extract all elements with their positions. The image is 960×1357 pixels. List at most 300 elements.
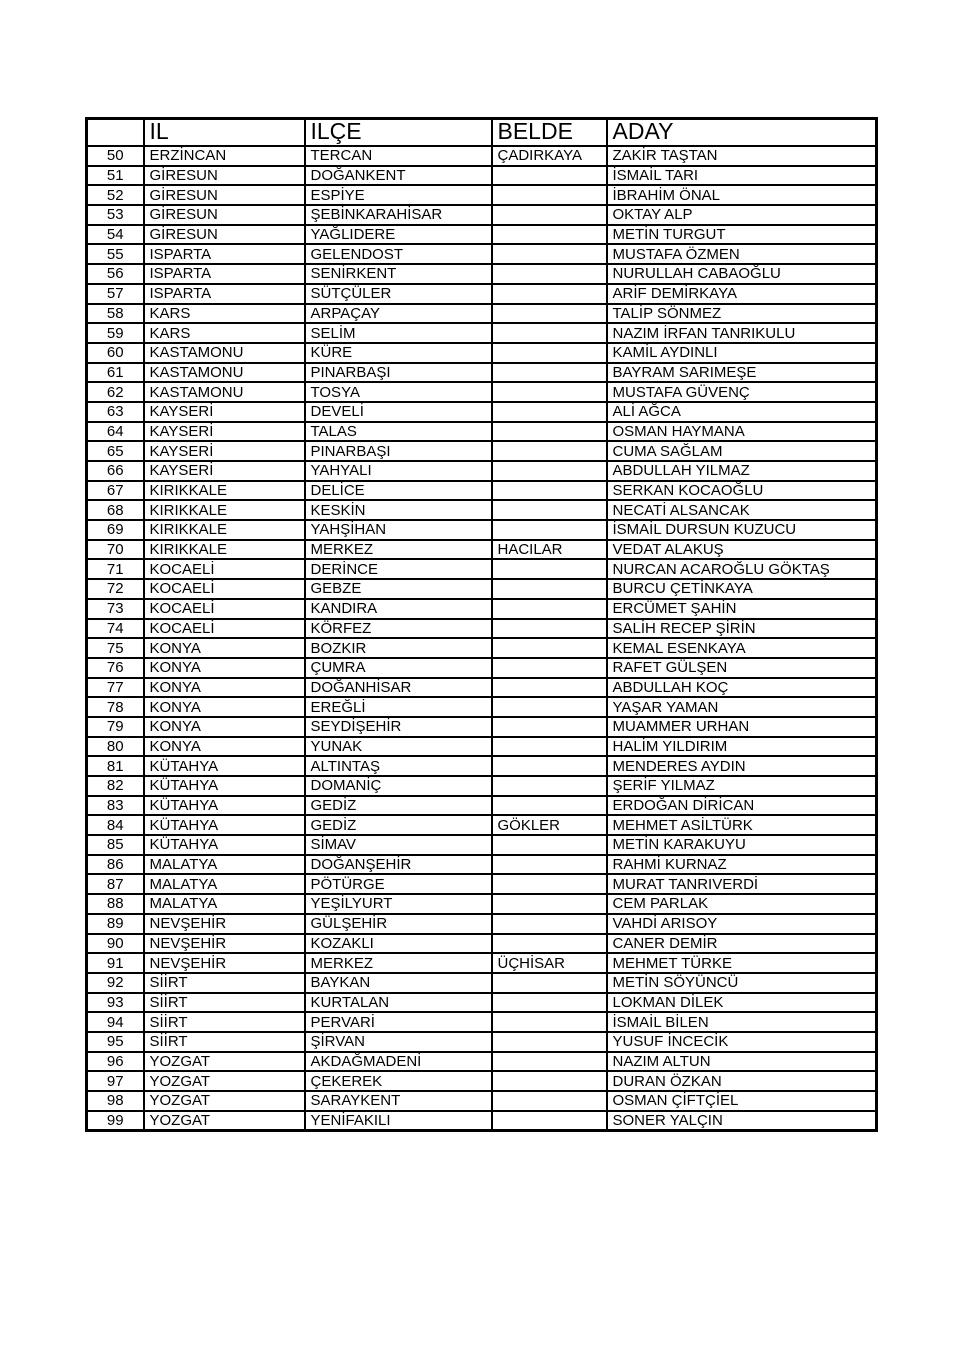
row-number-cell: 57 [87,284,144,304]
table-row [87,599,877,619]
belde-cell [492,756,607,776]
il-cell: KÜTAHYA [144,815,305,835]
il-cell: NEVŞEHİR [144,934,305,954]
row-number-cell: 51 [87,166,144,186]
ilce-cell: YAĞLIDERE [305,225,492,245]
row-number-cell: 81 [87,756,144,776]
belde-cell [492,363,607,383]
aday-cell: NURULLAH CABAOĞLU [607,264,877,284]
ilce-cell: SEYDİŞEHİR [305,717,492,737]
il-cell: MALATYA [144,855,305,875]
table-row [87,678,877,698]
row-number-cell: 94 [87,1012,144,1032]
table-header-row [87,119,877,147]
table-row [87,1032,877,1052]
header-belde: BELDE [492,119,607,147]
il-cell: KOCAELİ [144,619,305,639]
aday-cell: SERKAN KOCAOĞLU [607,481,877,501]
belde-cell [492,934,607,954]
il-cell: ISPARTA [144,244,305,264]
row-number-cell: 80 [87,737,144,757]
header-ilce: ILÇE [305,119,492,147]
table-row [87,1111,877,1131]
row-number-cell: 70 [87,540,144,560]
belde-cell [492,264,607,284]
il-cell: ISPARTA [144,264,305,284]
belde-cell [492,835,607,855]
belde-cell [492,894,607,914]
row-number-cell: 53 [87,205,144,225]
table-row [87,717,877,737]
il-cell: KAYSERİ [144,422,305,442]
table-row [87,559,877,579]
belde-cell [492,304,607,324]
header-aday: ADAY [607,119,877,147]
belde-cell: GÖKLER [492,815,607,835]
ilce-cell: GEDİZ [305,796,492,816]
ilce-cell: DOĞANŞEHİR [305,855,492,875]
belde-cell [492,678,607,698]
aday-cell: BURCU ÇETİNKAYA [607,579,877,599]
belde-cell [492,559,607,579]
ilce-cell: DOMANİÇ [305,776,492,796]
row-number-cell: 97 [87,1071,144,1091]
belde-cell [492,422,607,442]
table-row [87,579,877,599]
ilce-cell: DERİNCE [305,559,492,579]
il-cell: KASTAMONU [144,343,305,363]
row-number-cell: 90 [87,934,144,954]
ilce-cell: EREĞLİ [305,697,492,717]
il-cell: KONYA [144,717,305,737]
row-number-cell: 89 [87,914,144,934]
il-cell: GİRESUN [144,225,305,245]
aday-cell: ŞERİF YILMAZ [607,776,877,796]
il-cell: KARS [144,304,305,324]
il-cell: GİRESUN [144,166,305,186]
il-cell: KOCAELİ [144,579,305,599]
table-row [87,638,877,658]
aday-cell: İSMAİL BİLEN [607,1012,877,1032]
belde-cell [492,776,607,796]
aday-cell: BAYRAM SARIMEŞE [607,363,877,383]
table-row [87,815,877,835]
table-row [87,481,877,501]
aday-cell: ZAKİR TAŞTAN [607,146,877,166]
il-cell: YOZGAT [144,1111,305,1131]
row-number-cell: 98 [87,1091,144,1111]
table-row [87,244,877,264]
ilce-cell: ÇEKEREK [305,1071,492,1091]
table-body [87,146,877,1130]
aday-cell: MENDERES AYDIN [607,756,877,776]
table-row [87,461,877,481]
aday-cell: DURAN ÖZKAN [607,1071,877,1091]
belde-cell [492,205,607,225]
ilce-cell: DEVELİ [305,402,492,422]
il-cell: KONYA [144,737,305,757]
table-row [87,225,877,245]
belde-cell [492,717,607,737]
belde-cell [492,1111,607,1131]
belde-cell [492,166,607,186]
belde-cell: HACILAR [492,540,607,560]
row-number-cell: 71 [87,559,144,579]
row-number-cell: 63 [87,402,144,422]
il-cell: SİİRT [144,973,305,993]
table-row [87,914,877,934]
ilce-cell: YAHYALI [305,461,492,481]
belde-cell [492,914,607,934]
belde-cell: ÜÇHİSAR [492,953,607,973]
table-row [87,520,877,540]
il-cell: KIRIKKALE [144,481,305,501]
aday-cell: NAZIM İRFAN TANRIKULU [607,323,877,343]
table-row [87,1071,877,1091]
table-row [87,934,877,954]
il-cell: KASTAMONU [144,382,305,402]
table-row [87,205,877,225]
il-cell: SİİRT [144,1032,305,1052]
belde-cell [492,461,607,481]
aday-cell: MURAT TANRIVERDİ [607,874,877,894]
ilce-cell: KOZAKLI [305,934,492,954]
aday-cell: ABDULLAH KOÇ [607,678,877,698]
ilce-cell: SİMAV [305,835,492,855]
table-row [87,835,877,855]
il-cell: KÜTAHYA [144,796,305,816]
ilce-cell: MERKEZ [305,953,492,973]
row-number-cell: 67 [87,481,144,501]
table-row [87,540,877,560]
ilce-cell: SENİRKENT [305,264,492,284]
table-row [87,658,877,678]
belde-cell [492,323,607,343]
aday-cell: CUMA SAĞLAM [607,441,877,461]
il-cell: KAYSERİ [144,461,305,481]
row-number-cell: 87 [87,874,144,894]
ilce-cell: TOSYA [305,382,492,402]
ilce-cell: GÜLŞEHİR [305,914,492,934]
table-row [87,697,877,717]
il-cell: SİİRT [144,1012,305,1032]
belde-cell [492,638,607,658]
belde-cell [492,481,607,501]
ilce-cell: SARAYKENT [305,1091,492,1111]
belde-cell [492,855,607,875]
row-number-cell: 61 [87,363,144,383]
il-cell: KÜTAHYA [144,756,305,776]
il-cell: MALATYA [144,894,305,914]
row-number-cell: 92 [87,973,144,993]
il-cell: KIRIKKALE [144,540,305,560]
belde-cell [492,1052,607,1072]
belde-cell [492,1091,607,1111]
table-row [87,776,877,796]
table-row [87,756,877,776]
candidate-table [85,117,878,1132]
ilce-cell: SELİM [305,323,492,343]
row-number-cell: 84 [87,815,144,835]
row-number-cell: 79 [87,717,144,737]
ilce-cell: YUNAK [305,737,492,757]
belde-cell [492,343,607,363]
row-number-cell: 77 [87,678,144,698]
row-number-cell: 58 [87,304,144,324]
ilce-cell: DELİCE [305,481,492,501]
aday-cell: SALİH RECEP ŞİRİN [607,619,877,639]
ilce-cell: SÜTÇÜLER [305,284,492,304]
il-cell: GİRESUN [144,205,305,225]
il-cell: NEVŞEHİR [144,953,305,973]
row-number-cell: 72 [87,579,144,599]
aday-cell: TALİP SÖNMEZ [607,304,877,324]
ilce-cell: YAHŞİHAN [305,520,492,540]
row-number-cell: 96 [87,1052,144,1072]
row-number-cell: 93 [87,993,144,1013]
header-row-number [87,119,144,147]
aday-cell: MEHMET TÜRKE [607,953,877,973]
table-row [87,343,877,363]
row-number-cell: 95 [87,1032,144,1052]
ilce-cell: KÖRFEZ [305,619,492,639]
aday-cell: MUSTAFA GÜVENÇ [607,382,877,402]
ilce-cell: DOĞANHİSAR [305,678,492,698]
aday-cell: YAŞAR YAMAN [607,697,877,717]
aday-cell: CEM PARLAK [607,894,877,914]
table-row [87,619,877,639]
aday-cell: RAHMİ KURNAZ [607,855,877,875]
aday-cell: OSMAN HAYMANA [607,422,877,442]
ilce-cell: KÜRE [305,343,492,363]
il-cell: YOZGAT [144,1052,305,1072]
row-number-cell: 69 [87,520,144,540]
belde-cell: ÇADIRKAYA [492,146,607,166]
aday-cell: YUSUF İNCECİK [607,1032,877,1052]
ilce-cell: AKDAĞMADENİ [305,1052,492,1072]
ilce-cell: ARPAÇAY [305,304,492,324]
row-number-cell: 60 [87,343,144,363]
ilce-cell: PÖTÜRGE [305,874,492,894]
belde-cell [492,599,607,619]
il-cell: NEVŞEHİR [144,914,305,934]
table-row [87,382,877,402]
ilce-cell: ALTINTAŞ [305,756,492,776]
header-il: IL [144,119,305,147]
il-cell: KONYA [144,678,305,698]
ilce-cell: MERKEZ [305,540,492,560]
row-number-cell: 62 [87,382,144,402]
aday-cell: ERCÜMET ŞAHİN [607,599,877,619]
table-row [87,1052,877,1072]
row-number-cell: 91 [87,953,144,973]
belde-cell [492,520,607,540]
aday-cell: MUAMMER URHAN [607,717,877,737]
table-row [87,146,877,166]
ilce-cell: TALAS [305,422,492,442]
il-cell: KONYA [144,658,305,678]
table-row [87,993,877,1013]
aday-cell: LOKMAN DİLEK [607,993,877,1013]
ilce-cell: ŞİRVAN [305,1032,492,1052]
row-number-cell: 66 [87,461,144,481]
aday-cell: OKTAY ALP [607,205,877,225]
aday-cell: METİN SÖYÜNCÜ [607,973,877,993]
aday-cell: İSMAİL TARI [607,166,877,186]
ilce-cell: ESPİYE [305,185,492,205]
il-cell: YOZGAT [144,1071,305,1091]
ilce-cell: YENİFAKILI [305,1111,492,1131]
table-row [87,185,877,205]
aday-cell: ERDOĞAN DİRİCAN [607,796,877,816]
ilce-cell: DOĞANKENT [305,166,492,186]
table-row [87,894,877,914]
aday-cell: OSMAN ÇİFTÇİEL [607,1091,877,1111]
ilce-cell: YEŞİLYURT [305,894,492,914]
table-row [87,441,877,461]
aday-cell: İSMAİL DURSUN KUZUCU [607,520,877,540]
aday-cell: MEHMET ASİLTÜRK [607,815,877,835]
row-number-cell: 65 [87,441,144,461]
ilce-cell: BOZKIR [305,638,492,658]
ilce-cell: PINARBAŞI [305,441,492,461]
row-number-cell: 82 [87,776,144,796]
belde-cell [492,579,607,599]
belde-cell [492,1032,607,1052]
ilce-cell: KESKİN [305,500,492,520]
il-cell: ERZİNCAN [144,146,305,166]
belde-cell [492,619,607,639]
aday-cell: ABDULLAH YILMAZ [607,461,877,481]
belde-cell [492,697,607,717]
table-row [87,953,877,973]
ilce-cell: KANDIRA [305,599,492,619]
table-row [87,737,877,757]
belde-cell [492,796,607,816]
aday-cell: HALİM YILDIRIM [607,737,877,757]
table-row [87,1091,877,1111]
table-row [87,796,877,816]
aday-cell: VAHDİ ARISOY [607,914,877,934]
il-cell: KÜTAHYA [144,776,305,796]
aday-cell: ARİF DEMİRKAYA [607,284,877,304]
belde-cell [492,737,607,757]
il-cell: KONYA [144,697,305,717]
row-number-cell: 78 [87,697,144,717]
il-cell: KOCAELİ [144,559,305,579]
table-row [87,973,877,993]
il-cell: KIRIKKALE [144,500,305,520]
aday-cell: SONER YALÇIN [607,1111,877,1131]
aday-cell: METİN KARAKUYU [607,835,877,855]
row-number-cell: 76 [87,658,144,678]
aday-cell: İBRAHİM ÖNAL [607,185,877,205]
belde-cell [492,244,607,264]
table-row [87,422,877,442]
aday-cell: RAFET GÜLŞEN [607,658,877,678]
belde-cell [492,973,607,993]
il-cell: KAYSERİ [144,402,305,422]
belde-cell [492,382,607,402]
table-row [87,323,877,343]
il-cell: SİİRT [144,993,305,1013]
row-number-cell: 73 [87,599,144,619]
belde-cell [492,1012,607,1032]
ilce-cell: PINARBAŞI [305,363,492,383]
aday-cell: KEMAL ESENKAYA [607,638,877,658]
row-number-cell: 64 [87,422,144,442]
il-cell: KÜTAHYA [144,835,305,855]
aday-cell: KAMİL AYDINLI [607,343,877,363]
row-number-cell: 86 [87,855,144,875]
row-number-cell: 85 [87,835,144,855]
il-cell: MALATYA [144,874,305,894]
aday-cell: NECATİ ALSANCAK [607,500,877,520]
belde-cell [492,993,607,1013]
belde-cell [492,658,607,678]
row-number-cell: 52 [87,185,144,205]
ilce-cell: ŞEBİNKARAHİSAR [305,205,492,225]
belde-cell [492,1071,607,1091]
table-row [87,363,877,383]
row-number-cell: 54 [87,225,144,245]
ilce-cell: ÇUMRA [305,658,492,678]
ilce-cell: TERCAN [305,146,492,166]
row-number-cell: 74 [87,619,144,639]
il-cell: ISPARTA [144,284,305,304]
belde-cell [492,874,607,894]
belde-cell [492,402,607,422]
row-number-cell: 50 [87,146,144,166]
il-cell: KARS [144,323,305,343]
ilce-cell: KURTALAN [305,993,492,1013]
table-row [87,874,877,894]
belde-cell [492,441,607,461]
aday-cell: MUSTAFA ÖZMEN [607,244,877,264]
row-number-cell: 59 [87,323,144,343]
belde-cell [492,500,607,520]
il-cell: KIRIKKALE [144,520,305,540]
ilce-cell: BAYKAN [305,973,492,993]
aday-cell: NURCAN ACAROĞLU GÖKTAŞ [607,559,877,579]
il-cell: GİRESUN [144,185,305,205]
ilce-cell: GEBZE [305,579,492,599]
table-row [87,284,877,304]
aday-cell: METİN TURGUT [607,225,877,245]
belde-cell [492,284,607,304]
aday-cell: NAZIM ALTUN [607,1052,877,1072]
table-row [87,1012,877,1032]
row-number-cell: 83 [87,796,144,816]
il-cell: KONYA [144,638,305,658]
il-cell: KASTAMONU [144,363,305,383]
il-cell: KAYSERİ [144,441,305,461]
row-number-cell: 68 [87,500,144,520]
row-number-cell: 88 [87,894,144,914]
aday-cell: CANER DEMİR [607,934,877,954]
ilce-cell: GEDİZ [305,815,492,835]
table-row [87,500,877,520]
table-row [87,304,877,324]
table-row [87,402,877,422]
belde-cell [492,225,607,245]
table-row [87,855,877,875]
il-cell: YOZGAT [144,1091,305,1111]
ilce-cell: PERVARİ [305,1012,492,1032]
row-number-cell: 99 [87,1111,144,1131]
table-row [87,166,877,186]
belde-cell [492,185,607,205]
